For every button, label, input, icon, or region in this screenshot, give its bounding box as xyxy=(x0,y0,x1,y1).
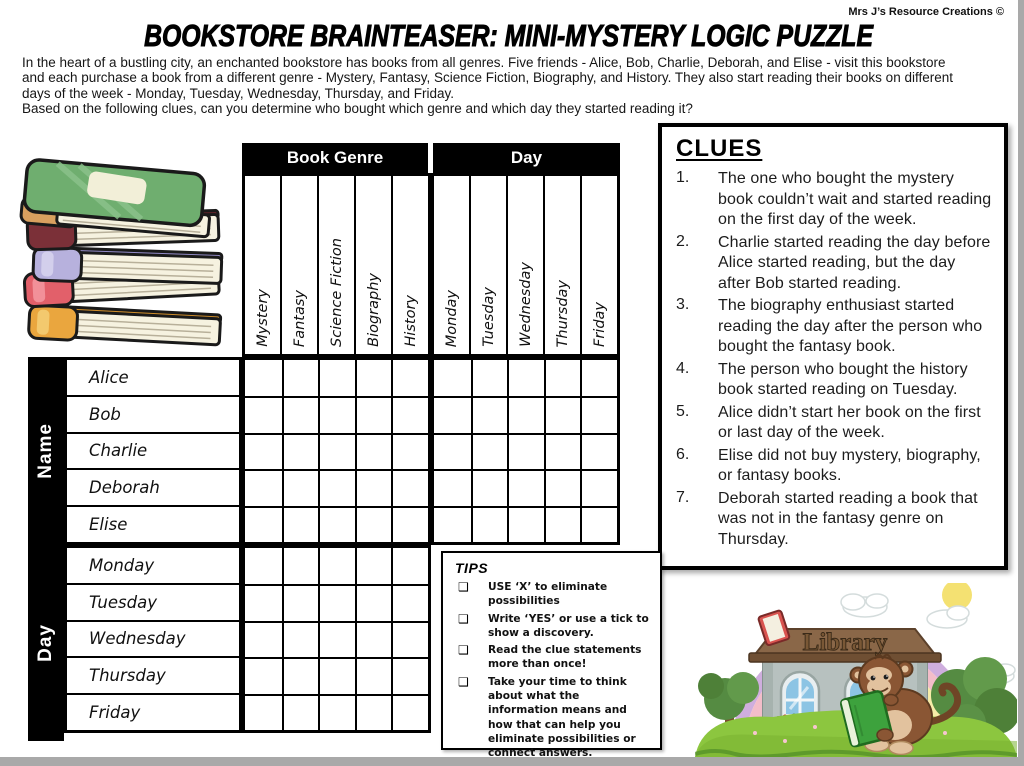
row-label: Monday xyxy=(89,555,155,575)
grid-cell[interactable] xyxy=(544,506,581,542)
grid-cell[interactable] xyxy=(245,506,282,542)
grid-cell[interactable] xyxy=(245,584,282,620)
grid-cell[interactable] xyxy=(507,433,544,469)
tip-item: ❑ USE ‘X’ to eliminate possibilities xyxy=(455,580,652,609)
day-column-labels xyxy=(431,173,620,357)
grid-cell[interactable] xyxy=(245,433,282,469)
grid-cell[interactable] xyxy=(245,360,282,396)
checkbox-icon: ❑ xyxy=(458,643,469,658)
grid-cell[interactable] xyxy=(544,433,581,469)
col-label: Mystery xyxy=(254,289,271,347)
row-label: Bob xyxy=(67,395,239,432)
intro-paragraph xyxy=(22,55,997,116)
grid-cell[interactable] xyxy=(355,360,392,396)
clue-item: Deborah started reading a book that was not in the fantasy genre on Thursday. xyxy=(676,489,992,551)
row-label: Elise xyxy=(67,505,239,542)
tips-title: TIPS xyxy=(455,560,489,576)
grid-cell[interactable] xyxy=(282,584,319,620)
grid-cell[interactable] xyxy=(391,694,428,730)
row-group-name-bar: Name xyxy=(28,357,64,545)
clue-item: The biography enthusiast started reading the day after the person who bought the fantasy book. xyxy=(676,296,992,358)
tip-item: ❑ Read the clue statements more than once! xyxy=(455,643,652,672)
grid-cell[interactable] xyxy=(355,657,392,693)
grid-cell[interactable] xyxy=(580,433,617,469)
clue-number xyxy=(676,360,718,401)
roof-books-icon xyxy=(758,610,790,646)
grid-cell[interactable] xyxy=(245,621,282,657)
clue-number xyxy=(676,296,718,358)
name-genre-cell-grid xyxy=(242,357,431,545)
grid-cell[interactable] xyxy=(434,360,471,396)
grid-cell[interactable] xyxy=(318,396,355,432)
grid-cell[interactable] xyxy=(318,621,355,657)
col-label: Biography xyxy=(354,176,391,354)
grid-cell[interactable] xyxy=(245,657,282,693)
intro-line: and each purchase a book from a different genre - Mystery, Fantasy, Science Fiction, Biography, and History. They also start reading their books on different xyxy=(22,70,953,86)
grid-cell[interactable] xyxy=(471,433,508,469)
tip-item: ❑ Take your time to think about what the information means and how that can help you eliminate possibilities or connect answers. xyxy=(455,675,652,761)
grid-cell[interactable] xyxy=(282,548,319,584)
grid-cell[interactable] xyxy=(507,360,544,396)
page-title: BOOKSTORE BRAINTEASER: MINI-MYSTERY LOGIC PUZZLE xyxy=(144,18,874,53)
grid-cell[interactable] xyxy=(580,396,617,432)
col-label: Wednesday xyxy=(506,176,543,354)
row-label: Wednesday xyxy=(67,620,239,657)
col-group-day-header: Day xyxy=(433,143,620,173)
intro-line: In the heart of a bustling city, an enchanted bookstore has books from all genres. Five friends - Alice, Bob, Charlie, Deborah, and Elise - visit this bookstore xyxy=(22,55,946,70)
row-label: Friday xyxy=(67,693,239,730)
row-label: Tuesday xyxy=(67,583,239,620)
row-label: Charlie xyxy=(67,432,239,469)
library-sign-text: Library xyxy=(802,629,888,656)
genre-column-labels xyxy=(242,173,431,357)
grid-cell[interactable] xyxy=(391,396,428,432)
clues-panel xyxy=(658,123,1008,570)
grid-cell[interactable] xyxy=(318,548,355,584)
grid-cell[interactable] xyxy=(355,433,392,469)
clue-item: Charlie started reading the day before Alice started reading, but the day after Bob started reading. xyxy=(676,233,992,295)
grid-cell[interactable] xyxy=(282,433,319,469)
grid-cell[interactable] xyxy=(434,506,471,542)
clue-number xyxy=(676,233,718,295)
tips-panel xyxy=(441,551,662,760)
row-label: Thursday xyxy=(67,656,239,693)
grid-cell[interactable] xyxy=(355,506,392,542)
grid-cell[interactable] xyxy=(282,360,319,396)
grid-cell[interactable] xyxy=(391,506,428,542)
col-group-genre-header: Book Genre xyxy=(242,143,428,173)
row-label: Deborah xyxy=(67,468,239,505)
grid-cell[interactable] xyxy=(355,548,392,584)
col-label: Monday xyxy=(443,289,460,347)
clue-number xyxy=(676,489,718,551)
grid-cell[interactable] xyxy=(318,694,355,730)
grid-cell[interactable] xyxy=(318,506,355,542)
grid-cell[interactable] xyxy=(391,469,428,505)
day-genre-cell-grid xyxy=(242,545,431,733)
grid-cell[interactable] xyxy=(471,396,508,432)
grid-cell[interactable] xyxy=(318,584,355,620)
checkbox-icon: ❑ xyxy=(458,580,469,594)
grid-cell[interactable] xyxy=(282,469,319,505)
row-label: Alice xyxy=(89,367,129,387)
clue-number xyxy=(676,403,718,444)
grid-cell[interactable] xyxy=(245,396,282,432)
grid-cell[interactable] xyxy=(282,621,319,657)
clue-item: The one who bought the mystery book couldn’t wait and started reading on the first day of the week. xyxy=(676,169,992,231)
grid-cell[interactable] xyxy=(434,433,471,469)
checkbox-icon: ❑ xyxy=(458,611,469,626)
tip-item: ❑ Write ‘YES’ or use a tick to show a discovery. xyxy=(455,612,652,641)
grid-cell[interactable] xyxy=(391,621,428,657)
grid-cell[interactable] xyxy=(355,621,392,657)
grid-cell[interactable] xyxy=(391,657,428,693)
grid-cell[interactable] xyxy=(282,396,319,432)
books-illustration xyxy=(12,153,234,354)
grid-cell[interactable] xyxy=(318,433,355,469)
clue-number xyxy=(676,169,718,231)
clue-item: The person who bought the history book started reading on Tuesday. xyxy=(676,360,992,401)
col-label: Friday xyxy=(580,176,617,354)
grid-cell[interactable] xyxy=(355,694,392,730)
name-row-labels xyxy=(64,357,242,545)
name-day-cell-grid xyxy=(431,357,620,545)
grid-cell[interactable] xyxy=(318,469,355,505)
grid-cell[interactable] xyxy=(245,469,282,505)
grid-cell[interactable] xyxy=(318,657,355,693)
credit-text: Mrs J’s Resource Creations © xyxy=(848,6,1004,18)
clue-number xyxy=(676,446,718,487)
grid-cell[interactable] xyxy=(544,360,581,396)
grid-cell[interactable] xyxy=(471,469,508,505)
checkbox-icon: ❑ xyxy=(458,674,469,689)
grid-cell[interactable] xyxy=(580,469,617,505)
grid-cell[interactable] xyxy=(355,469,392,505)
library-illustration xyxy=(695,583,1017,762)
col-label: History xyxy=(391,176,428,354)
grid-cell[interactable] xyxy=(391,548,428,584)
grid-cell[interactable] xyxy=(507,506,544,542)
grid-cell[interactable] xyxy=(391,433,428,469)
grid-cell[interactable] xyxy=(391,360,428,396)
grid-cell[interactable] xyxy=(471,506,508,542)
col-label: Fantasy xyxy=(280,176,317,354)
grid-cell[interactable] xyxy=(434,396,471,432)
grid-cell[interactable] xyxy=(355,396,392,432)
grid-cell[interactable] xyxy=(318,360,355,396)
clue-item: Alice didn’t start her book on the first or last day of the week. xyxy=(676,403,992,444)
grid-cell[interactable] xyxy=(507,469,544,505)
grid-cell[interactable] xyxy=(507,396,544,432)
row-group-day-bar: Day xyxy=(28,545,64,741)
intro-line: days of the week - Monday, Tuesday, Wednesday, Thursday, and Friday. xyxy=(22,85,454,101)
grid-cell[interactable] xyxy=(544,469,581,505)
grid-cell[interactable] xyxy=(245,694,282,730)
day-row-labels xyxy=(64,545,242,733)
grid-cell[interactable] xyxy=(282,657,319,693)
grid-cell[interactable] xyxy=(434,469,471,505)
clues-title: CLUES xyxy=(676,135,763,162)
stack-of-books-icon xyxy=(12,153,234,349)
grid-cell[interactable] xyxy=(471,360,508,396)
col-label: Thursday xyxy=(543,176,580,354)
grid-cell[interactable] xyxy=(355,584,392,620)
grid-cell[interactable] xyxy=(282,694,319,730)
grid-cell[interactable] xyxy=(245,548,282,584)
intro-line: Based on the following clues, can you determine who bought which genre and which day they started reading it? xyxy=(22,100,693,116)
clue-item: Elise did not buy mystery, biography, or fantasy books. xyxy=(676,446,992,487)
grid-cell[interactable] xyxy=(580,506,617,542)
grid-cell[interactable] xyxy=(391,584,428,620)
monkey-reading-library-icon xyxy=(695,583,1017,757)
grid-cell[interactable] xyxy=(282,506,319,542)
grid-cell[interactable] xyxy=(544,396,581,432)
grid-cell[interactable] xyxy=(580,360,617,396)
col-label: Science Fiction xyxy=(317,176,354,354)
col-label: Tuesday xyxy=(469,176,506,354)
